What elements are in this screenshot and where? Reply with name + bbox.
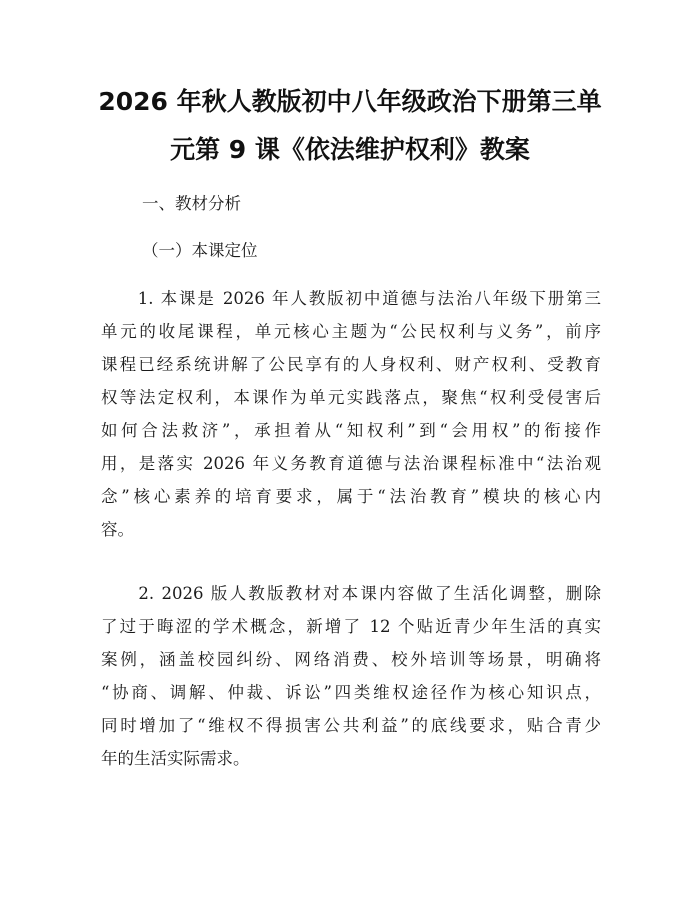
paragraph-line: 念”核心素养的培育要求，属于“法治教育”模块的核心内: [101, 487, 601, 506]
paragraph-line: 单元的收尾课程，单元核心主题为“公民权利与义务”，前序: [101, 322, 601, 341]
paragraph-line: 容。: [101, 520, 134, 539]
paragraph-1: [101, 282, 601, 546]
paragraph-line: 2. 2026 版人教版教材对本课内容做了生活化调整，删除: [101, 584, 601, 603]
paragraph-line: 权等法定权利，本课作为单元实践落点，聚焦“权利受侵害后: [101, 388, 601, 407]
paragraph-line: 同时增加了“维权不得损害公共利益”的底线要求，贴合青少: [101, 716, 601, 735]
paragraph-line: 年的生活实际需求。: [101, 749, 250, 768]
paragraph-line: 了过于晦涩的学术概念，新增了 12 个贴近青少年生活的真实: [101, 617, 601, 636]
subsection-heading: （一）本课定位: [142, 241, 258, 260]
paragraph-line: 案例，涵盖校园纠纷、网络消费、校外培训等场景，明确将: [101, 650, 601, 669]
document-title-line-2: 元第 9 课《依法维护权利》教案: [170, 135, 530, 164]
paragraph-line: 用，是落实 2026 年义务教育道德与法治课程标准中“法治观: [101, 454, 601, 473]
paragraph-2: [101, 577, 601, 775]
paragraph-line: 1. 本课是 2026 年人教版初中道德与法治八年级下册第三: [101, 289, 601, 308]
paragraph-line: 课程已经系统讲解了公民享有的人身权利、财产权利、受教育: [101, 355, 601, 374]
paragraph-line: “协商、调解、仲裁、诉讼”四类维权途径作为核心知识点，: [101, 683, 601, 702]
section-heading: 一、教材分析: [142, 194, 241, 213]
document-title-line-1: 2026 年秋人教版初中八年级政治下册第三单: [98, 87, 602, 116]
paragraph-line: 如何合法救济”，承担着从“知权利”到“会用权”的衔接作: [101, 421, 601, 440]
